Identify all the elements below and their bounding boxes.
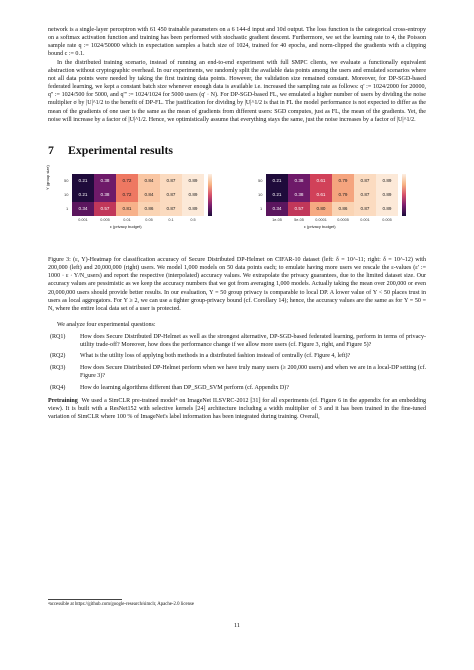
heatmap-cell: 0.89 [182, 188, 204, 202]
heatmap-left-colorbar [208, 174, 212, 216]
heatmap-cell: 0.86 [138, 202, 160, 216]
footnote: ⁴accessible at https://github.com/google-research/simclr, Apache-2.0 license [48, 602, 195, 607]
heatmap-cell: 0.87 [354, 188, 376, 202]
heatmap-cell: 0.80 [310, 202, 332, 216]
heatmap-cell: 0.87 [160, 202, 182, 216]
heatmap-cell: 0.87 [160, 174, 182, 188]
heatmap-cell: 0.72 [116, 174, 138, 188]
heatmap-xtick: 0.0005 [337, 217, 349, 222]
heatmap-xtick: 0.001 [78, 217, 88, 222]
section-heading [48, 143, 426, 158]
rq-label: (RQ4) [50, 384, 66, 391]
heatmap-cell: 0.61 [310, 174, 332, 188]
heatmap-cell: 0.34 [72, 202, 94, 216]
heatmap-cell: 0.21 [266, 174, 288, 188]
heatmap-cell: 0.57 [94, 202, 116, 216]
page-content [45, 26, 426, 422]
heatmap-xtick: 0.001 [360, 217, 370, 222]
heatmap-left-xticks [72, 218, 204, 222]
heatmap-right-colorbar [402, 174, 406, 216]
rq-label: (RQ2) [50, 353, 66, 360]
heatmap-right-ytick: 1 [260, 205, 263, 211]
paragraph-distributed: In the distributed training scenario, instead of running an end-to-end experiment with full SMPC clients, we evaluate a functionally equivalent abstraction without cryptographic overhead. In our experiments, we randomly split the available data points among the users and emulated scenarios where not all data points were needed by taking the first training data points. However, the validation size remained constant. Moreover, for DP-SGD-based federated learning, we kept a constant batch size whenever enough data is available i.e. increased the sampling rate as follows: q' := 1024/2000 for 20000, q'' := 1024/500 for 5000, and q''' := 1024/1024 for 5000 users (q' · N). For DP-SGD-based FL, we emulated a higher number of users by dividing the noise multiplier σ by |U|^1/2 to the benefit of DP-FL. The justification for dividing by |U|^1/2 is that in FL the model performance is not expected to differ as the mean of the gradients of one user is the same as the mean of gradients from different users: SGD computes, just as FL, the mean of the gradients. Yet, the noise will increase by a factor of |U|^1/2. Hence, we optimistically assume that everything stays the same, just the noise increases by a factor of |U|^1/2. [48, 59, 426, 123]
heatmap-cell: 0.72 [116, 188, 138, 202]
heatmap-xtick: 0.05 [145, 217, 153, 222]
heatmap-cell: 0.21 [72, 188, 94, 202]
heatmap-cell: 0.89 [376, 188, 398, 202]
heatmap-right-xticks [266, 218, 398, 222]
heatmap-cell: 0.38 [94, 174, 116, 188]
heatmap-cell: 0.61 [310, 188, 332, 202]
section-title: Experimental results [68, 142, 173, 157]
heatmap-xtick: 0.0001 [315, 217, 327, 222]
rq-text: What is the utility loss of applying both methods in a distributed fashion instead of centrally (cf. Figure 4, left)? [80, 353, 351, 360]
heatmap-right-grid [266, 174, 398, 216]
heatmap-right-xlabel: ε (privacy budget) [304, 223, 336, 229]
rq-text: How do learning algorithms different than DP_SGD_SVM perform (cf. Appendix D)? [80, 384, 289, 391]
heatmap-xtick: 1e-05 [272, 217, 282, 222]
figure-heatmaps [45, 165, 426, 250]
heatmap-cell: 0.87 [354, 202, 376, 216]
heatmap-cell: 0.81 [116, 202, 138, 216]
figure-caption: Figure 3: (ε, Υ)-Heatmap for classification accuracy of Secure Distributed DP-Helmet on CIFAR-10 dataset (left: δ = 10^-11; right: δ = 10^-12) with 200,000 (left) and 20,000,000 (right) users. We model 1,000 models on 50 data points each; to emulate having more users we rescale the ε-values (ε' := 1000 · ε · Υ/N_users) and report the respective (interpolated) accuracy values. We extrapolate the privacy guarantees, due to the limited dataset size. Our accuracy values are pessimistic as we keep the accuracy numbers that we got from averaging 1,000 models. Actually taking the mean over 200,000 or even 20,000,000 users should provide better results. In our evaluation, Υ = 50 group privacy is comparable to local DP. A lower value of Υ < 50 places trust in users as local aggregators. For Υ ≥ 2, we can use a tighter group-privacy bound (cf. Corollary 14); hence, the accuracy values are the same as for Υ = 50 = N, where the entire local data set of a user is protected. [48, 256, 426, 312]
heatmap-right-ytick: 50 [258, 177, 263, 183]
heatmap-xtick: 0.01 [123, 217, 131, 222]
rq-text: How does Secure Distributed DP-Helmet perform when we have truly many users (≥ 200,000 users) and when we are in a local-DP setting (cf. Figure 3)? [80, 365, 426, 380]
heatmap-xtick: 0.5 [190, 217, 196, 222]
heatmap-cell: 0.38 [288, 174, 310, 188]
heatmap-cell: 0.84 [138, 174, 160, 188]
heatmap-left-ylabel: Υ (group size) [45, 165, 50, 190]
heatmap-xtick: 0.005 [100, 217, 110, 222]
heatmap-cell: 0.89 [182, 202, 204, 216]
heatmap-cell: 0.21 [72, 174, 94, 188]
heatmap-cell: 0.87 [160, 188, 182, 202]
rq-text: How does Secure Distributed DP-Helmet as well as the strongest alternative, DP-SGD-based federated learning, perform in terms of privacy-utility trade-off? Moreover, how does the performance change if we allow more users (cf. Figure 3, right, and Figure 5)? [80, 333, 426, 348]
rq-item [50, 333, 426, 349]
heatmap-left-ytick: 50 [64, 177, 69, 183]
research-questions [50, 333, 426, 392]
heatmap-left-grid [72, 174, 204, 216]
heatmap-cell: 0.38 [288, 188, 310, 202]
heatmap-cell: 0.89 [376, 174, 398, 188]
heatmap-left-ytick: 1 [66, 205, 69, 211]
rq-item [50, 352, 426, 360]
heatmap-cell: 0.86 [332, 202, 354, 216]
heatmap-cell: 0.89 [182, 174, 204, 188]
page-number: 11 [234, 622, 240, 629]
heatmap-cell: 0.79 [332, 188, 354, 202]
section-number: 7 [48, 142, 54, 157]
rq-label: (RQ3) [50, 365, 66, 372]
rq-label: (RQ1) [50, 333, 66, 340]
heatmap-cell: 0.89 [376, 202, 398, 216]
rq-item [50, 384, 426, 392]
heatmap-cell: 0.21 [266, 188, 288, 202]
heatmap-left-xlabel: ε (privacy budget) [110, 223, 142, 229]
heatmap-cell: 0.87 [354, 174, 376, 188]
heatmap-xtick: 5e-05 [294, 217, 304, 222]
heatmap-right-ytick: 10 [258, 191, 263, 197]
heatmap-left-ytick: 10 [64, 191, 69, 197]
heatmap-cell: 0.34 [266, 202, 288, 216]
heatmap-xtick: 0.1 [168, 217, 174, 222]
heatmap-cell: 0.38 [94, 188, 116, 202]
paragraph-heading: Pretraining [48, 398, 78, 405]
paragraph-pretraining-text: We used a SimCLR pre-trained model⁴ on ImageNet ILSVRC-2012 [31] for all experiments (cf. Figure 6 in the appendix for an embedding view). It is built with a ResNet152 with selective kernels [24] architecture including a width multiplier of 3 and it has been trained in the fine-tuned variation of SimCLR where 100 % of ImageNet's label information has been integrated during training. Overall, [48, 398, 426, 421]
paragraph-model: network is a single-layer perceptron with 61 450 trainable parameters on a 6 144-d input and 10d output. The loss function is the categorical cross-entropy on a softmax activation function and training has been performed with stochastic gradient descent. Furthermore, we set the learning rate to 4, the Poisson sample rate q := 1024/50000 which in expectation samples a batch size of 1024, trained for 40 epochs, and norm-clipped the gradients with a clipping bound c := 0.1. [48, 27, 426, 58]
heatmap-cell: 0.84 [138, 188, 160, 202]
footnote-rule [48, 599, 122, 600]
rq-intro: We analyze four experimental questions: [57, 321, 156, 328]
paragraph-pretraining [48, 397, 426, 421]
rq-item [50, 364, 426, 380]
heatmap-cell: 0.57 [288, 202, 310, 216]
heatmap-cell: 0.79 [332, 174, 354, 188]
heatmap-xtick: 0.005 [382, 217, 392, 222]
